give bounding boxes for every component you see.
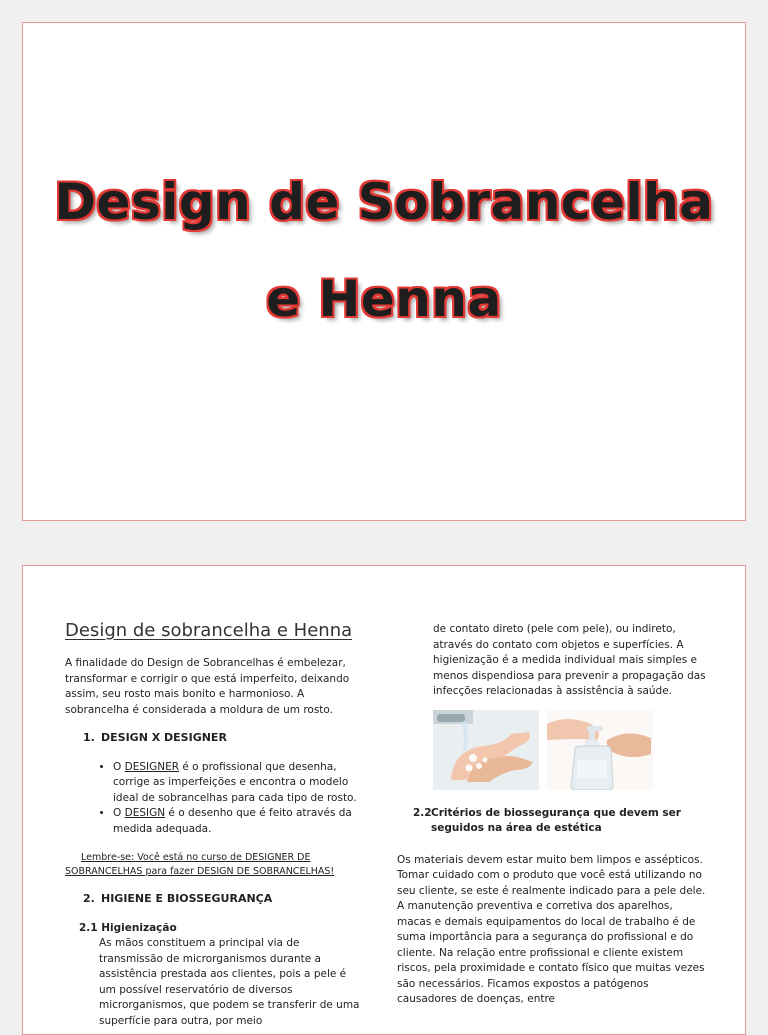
remember-note: Lembre-se: Você está no curso de DESIGNER DE SOBRANCELHAS para fazer DESIGN DE SOBRANCELHAS! bbox=[65, 852, 335, 877]
section-title: DESIGN X DESIGNER bbox=[101, 731, 227, 744]
biosafety-paragraph: Os materiais devem estar muito bem limpos e assépticos. Tomar cuidado com o produto que você está utilizando no seu cliente, se este é realmente indicado para a pele dele. A manutenção preventiva e corretiva dos aparelhos, macas e demais equipamentos do local de trabalho é de suma importância para a segurança do profissional e do cliente. Na relação entre profissional e cliente existem riscos, pela proximidade e contato físico que muitas vezes são necessários. Ficamos expostos a patógenos causadores de doenças, entre bbox=[397, 853, 706, 1005]
section-number: 1. bbox=[83, 731, 95, 744]
term-designer: DESIGNER bbox=[124, 760, 180, 773]
intro-paragraph: A finalidade do Design de Sobrancelhas é embelezar, transformar e corrigir o que está imperfeito, deixando assim, seu rosto mais bonito e harmonioso. A sobrancelha é considerada a moldura de um rosto. bbox=[65, 657, 350, 716]
section-number: 2. bbox=[83, 892, 95, 905]
subsection-title: Critérios de biossegurança que devem ser seguidos na área de estética bbox=[431, 806, 681, 834]
cover-page bbox=[22, 22, 746, 521]
term-design: DESIGN bbox=[124, 807, 166, 819]
document-heading: Design de sobrancelha e Henna bbox=[65, 620, 353, 641]
content-page bbox=[22, 565, 746, 1035]
bullet-prefix: O bbox=[113, 807, 125, 819]
handwashing-image-icon bbox=[433, 710, 539, 790]
cover-title-line1: Design de Sobrancelha bbox=[54, 173, 714, 231]
continuation-paragraph: de contato direto (pele com pele), ou indireto, através do contato com objetos e superfícies. A higienização é a medida individual mais simples e menos dispendiosa para prevenir a propagação das infecções relacionadas à assistência à saúde. bbox=[433, 623, 706, 697]
subsection-2-2-heading bbox=[413, 806, 707, 837]
photo-row bbox=[433, 710, 707, 790]
sanitizer-image-icon bbox=[547, 710, 653, 790]
bullet-text: é o profissional que desenha, corrige as imperfeições e encontra o modelo ideal de sobrancelhas para cada tipo de rosto. bbox=[113, 760, 357, 804]
list-item bbox=[113, 760, 365, 807]
right-column bbox=[397, 622, 707, 1008]
section-1-heading bbox=[83, 730, 365, 746]
handwashing-photo bbox=[433, 710, 539, 790]
section-2-heading bbox=[83, 891, 365, 907]
subsection-2-1-title: 2.1 Higienização bbox=[79, 921, 177, 934]
designer-bullet-list bbox=[65, 760, 365, 838]
left-column bbox=[65, 620, 365, 1029]
subsection-number: 2.2 bbox=[413, 806, 432, 819]
hand-sanitizer-photo bbox=[547, 710, 653, 790]
section-title: HIGIENE E BIOSSEGURANÇA bbox=[101, 892, 273, 905]
bullet-prefix: O bbox=[113, 760, 125, 773]
cover-title-line2: e Henna bbox=[266, 270, 502, 328]
bullet-text: é o desenho que é feito através da medida adequada. bbox=[113, 807, 352, 835]
subsection-2-1-text: As mãos constituem a principal via de transmissão de microrganismos durante a assistência prestada aos clientes, pois a pele é um possível reservatório de diversos microrganismos, que podem se transferir de uma superfície para outra, por meio bbox=[99, 937, 360, 1027]
list-item bbox=[113, 806, 365, 837]
